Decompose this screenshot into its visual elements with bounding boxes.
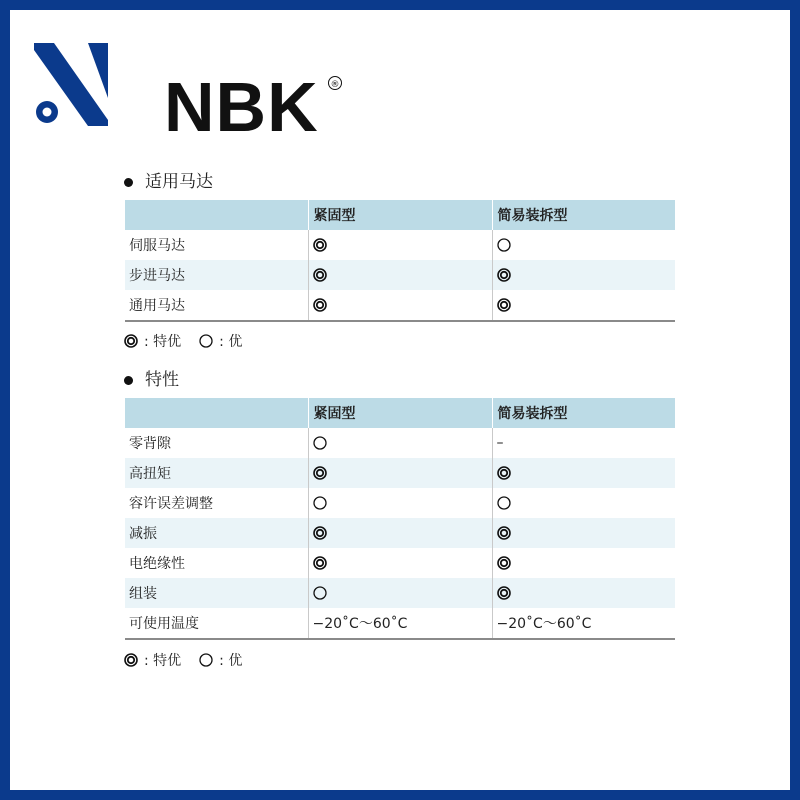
cell-easy bbox=[492, 578, 675, 608]
table-row bbox=[125, 608, 675, 639]
cell-easy bbox=[492, 230, 675, 260]
header-cell-blank bbox=[125, 398, 308, 428]
cell-clamp bbox=[308, 428, 492, 458]
cell-easy bbox=[492, 548, 675, 578]
legend-good bbox=[199, 331, 242, 351]
double-circle-icon bbox=[313, 238, 327, 252]
double-circle-icon bbox=[124, 334, 138, 348]
feature-table bbox=[125, 398, 675, 640]
row-label: 步进马达 bbox=[125, 260, 308, 290]
cell-clamp bbox=[308, 458, 492, 488]
legend-excellent-label: : 特优 bbox=[144, 334, 182, 350]
cell-clamp bbox=[308, 230, 492, 260]
double-circle-icon bbox=[497, 268, 511, 282]
legend-good-label: : 优 bbox=[219, 334, 243, 350]
table-row bbox=[125, 260, 675, 290]
legend-excellent-label: : 特优 bbox=[144, 653, 182, 669]
circle-icon bbox=[199, 334, 213, 348]
cell-easy bbox=[492, 290, 675, 321]
registered-mark: ® bbox=[328, 76, 342, 90]
double-circle-icon bbox=[124, 653, 138, 667]
row-label: 容许误差调整 bbox=[129, 496, 213, 512]
cell-clamp bbox=[308, 578, 492, 608]
header-cell-clamp: 紧固型 bbox=[308, 200, 492, 230]
header-cell-blank bbox=[125, 200, 308, 230]
bullet-dot-icon bbox=[124, 178, 133, 187]
circle-icon bbox=[497, 238, 511, 252]
cell-clamp bbox=[308, 548, 492, 578]
legend-excellent bbox=[124, 650, 181, 670]
header-cell-easy: 简易装拆型 bbox=[492, 398, 675, 428]
feature-section-title bbox=[124, 370, 179, 390]
motor-legend bbox=[124, 331, 260, 351]
table-row bbox=[125, 548, 675, 578]
circle-icon bbox=[497, 496, 511, 510]
table-row bbox=[125, 488, 675, 518]
cell-clamp bbox=[308, 290, 492, 321]
legend-good bbox=[199, 650, 242, 670]
feature-legend bbox=[124, 650, 260, 670]
table-header-row bbox=[125, 200, 675, 230]
row-label: 电绝缘性 bbox=[129, 556, 185, 572]
table-header-row bbox=[125, 398, 675, 428]
cell-easy bbox=[492, 260, 675, 290]
double-circle-icon bbox=[497, 298, 511, 312]
cell-clamp bbox=[308, 518, 492, 548]
motor-table bbox=[125, 200, 675, 322]
cell-easy bbox=[492, 518, 675, 548]
bullet-dot-icon bbox=[124, 376, 133, 385]
row-label: 零背隙 bbox=[129, 436, 171, 452]
table-row bbox=[125, 458, 675, 488]
cell-clamp bbox=[308, 260, 492, 290]
row-label: 组装 bbox=[125, 578, 308, 608]
row-label: 通用马达 bbox=[125, 290, 308, 321]
legend-excellent bbox=[124, 331, 181, 351]
cell-clamp bbox=[308, 608, 492, 639]
circle-icon bbox=[313, 496, 327, 510]
double-circle-icon bbox=[313, 466, 327, 480]
double-circle-icon bbox=[497, 526, 511, 540]
double-circle-icon bbox=[313, 298, 327, 312]
motor-section-title bbox=[124, 172, 213, 192]
double-circle-icon bbox=[313, 526, 327, 540]
cell-easy bbox=[492, 458, 675, 488]
table-row bbox=[125, 290, 675, 321]
circle-icon bbox=[199, 653, 213, 667]
row-label: 减振 bbox=[125, 518, 308, 548]
circle-icon bbox=[313, 436, 327, 450]
table-row bbox=[125, 428, 675, 458]
cell-clamp bbox=[308, 488, 492, 518]
row-label: 高扭矩 bbox=[125, 458, 308, 488]
double-circle-icon bbox=[313, 268, 327, 282]
table-row bbox=[125, 578, 675, 608]
cell-easy bbox=[492, 428, 675, 458]
cell-easy bbox=[492, 608, 675, 639]
page-frame bbox=[10, 10, 790, 790]
header-cell-clamp: 紧固型 bbox=[308, 398, 492, 428]
easy-value: −20˚C～60˚C bbox=[496, 616, 592, 632]
nbk-emblem-icon bbox=[32, 40, 122, 130]
cell-easy bbox=[492, 488, 675, 518]
table-row bbox=[125, 230, 675, 260]
circle-icon bbox=[313, 586, 327, 600]
row-label: 伺服马达 bbox=[129, 238, 185, 254]
double-circle-icon bbox=[313, 556, 327, 570]
brand-name: NBK bbox=[164, 68, 319, 146]
feature-section-title-text: 特性 bbox=[145, 370, 179, 390]
clamp-value: −20˚C～60˚C bbox=[312, 616, 408, 632]
legend-good-label: : 优 bbox=[219, 653, 243, 669]
motor-section-title-text: 适用马达 bbox=[145, 172, 213, 192]
double-circle-icon bbox=[497, 586, 511, 600]
header-cell-easy: 简易装拆型 bbox=[492, 200, 675, 230]
double-circle-icon bbox=[497, 466, 511, 480]
table-row bbox=[125, 518, 675, 548]
row-label: 可使用温度 bbox=[125, 608, 308, 639]
nbk-logo bbox=[32, 40, 340, 146]
double-circle-icon bbox=[497, 556, 511, 570]
easy-value: – bbox=[496, 435, 504, 451]
